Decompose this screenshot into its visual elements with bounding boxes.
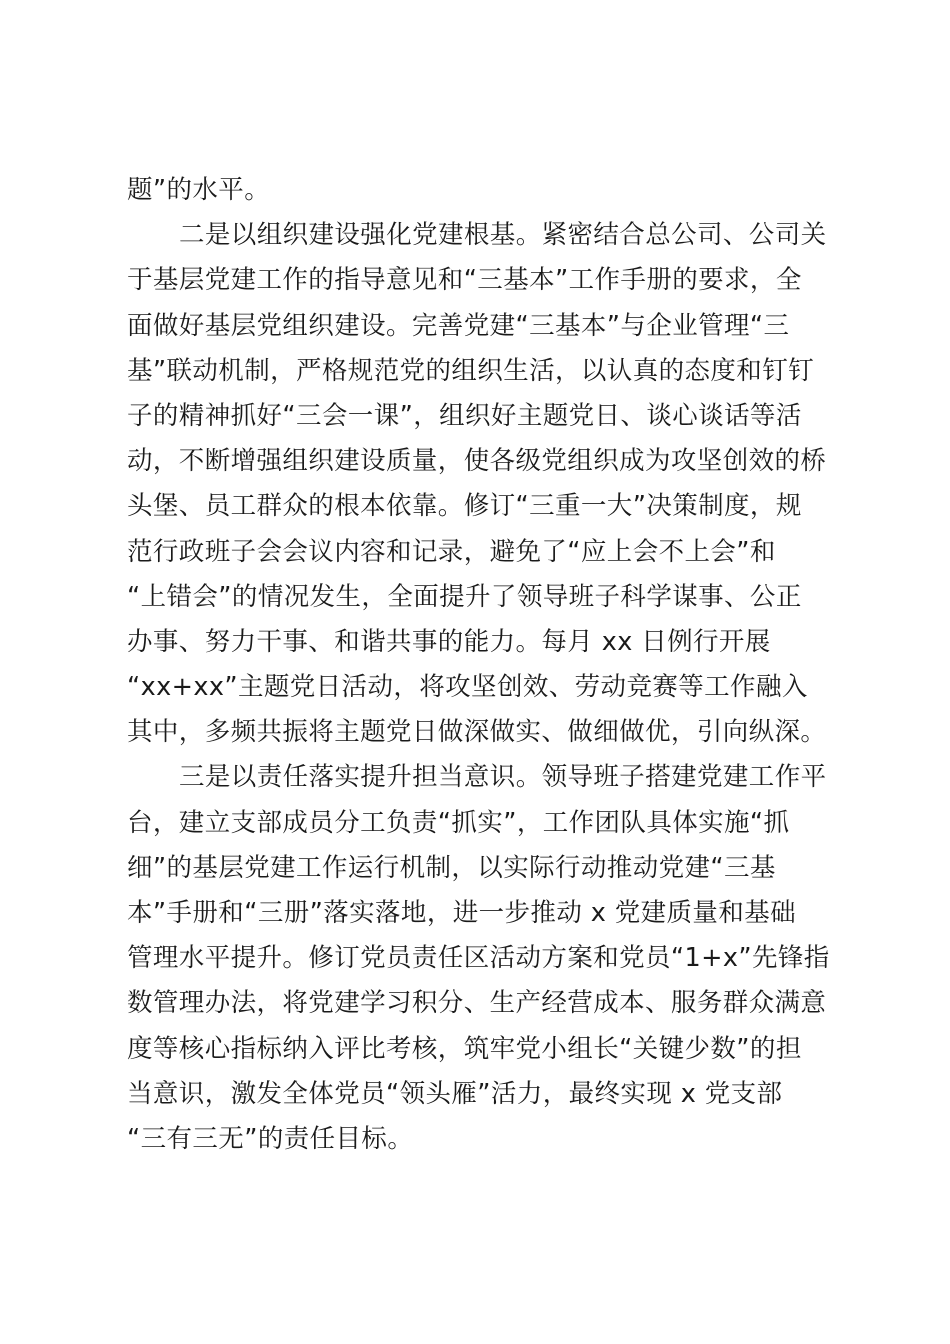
- text-line: “xx+xx”主题党日活动，将攻坚创效、劳动竞赛等工作融入: [127, 672, 808, 703]
- text-line: 度等核心指标纳入评比考核，筑牢党小组长“关键少数”的担: [127, 1033, 802, 1064]
- text-line: 范行政班子会会议内容和记录，避免了“应上会不上会”和: [127, 536, 776, 567]
- text-line: 细”的基层党建工作运行机制，以实际行动推动党建“三基: [127, 852, 776, 883]
- text-line: 其中，多频共振将主题党日做深做实、做细做优，引向纵深。: [127, 717, 827, 748]
- paragraph-start-line: 二是以组织建设强化党建根基。紧密结合总公司、公司关: [179, 220, 827, 251]
- text-line: 本”手册和“三册”落实落地，进一步推动 x 党建质量和基础: [127, 898, 797, 928]
- text-line: 动，不断增强组织建设质量，使各级党组织成为攻坚创效的桥: [127, 446, 827, 477]
- text-line: 基”联动机制，严格规范党的组织生活，以认真的态度和钉钉: [127, 355, 815, 386]
- text-line: 当意识，激发全体党员“领头雁”活力，最终实现 x 党支部: [127, 1078, 783, 1109]
- text-line: “上错会”的情况发生，全面提升了领导班子科学谋事、公正: [127, 581, 802, 612]
- text-line: 面做好基层党组织建设。完善党建“三基本”与企业管理“三: [127, 310, 790, 341]
- body-text: [127, 168, 833, 1162]
- text-line: 办事、努力干事、和谐共事的能力。每月 xx 日例行开展: [127, 626, 771, 657]
- text-line: 台，建立支部成员分工负责“抓实”，工作团队具体实施“抓: [127, 807, 790, 838]
- text-line: 数管理办法，将党建学习积分、生产经营成本、服务群众满意: [127, 988, 827, 1019]
- text-line: 头堡、员工群众的根本依靠。修订“三重一大”决策制度，规: [127, 491, 802, 522]
- text-line: 管理水平提升。修订党员责任区活动方案和党员“1+x”先锋指: [127, 943, 830, 974]
- paragraph-start-line: 三是以责任落实提升担当意识。领导班子搭建党建工作平: [179, 762, 827, 793]
- text-line: 子的精神抓好“三会一课”，组织好主题党日、谈心谈话等活: [127, 400, 802, 431]
- text-line: 题”的水平。: [127, 175, 271, 205]
- text-line: “三有三无”的责任目标。: [127, 1123, 414, 1154]
- text-line: 于基层党建工作的指导意见和“三基本”工作手册的要求，全: [127, 265, 802, 296]
